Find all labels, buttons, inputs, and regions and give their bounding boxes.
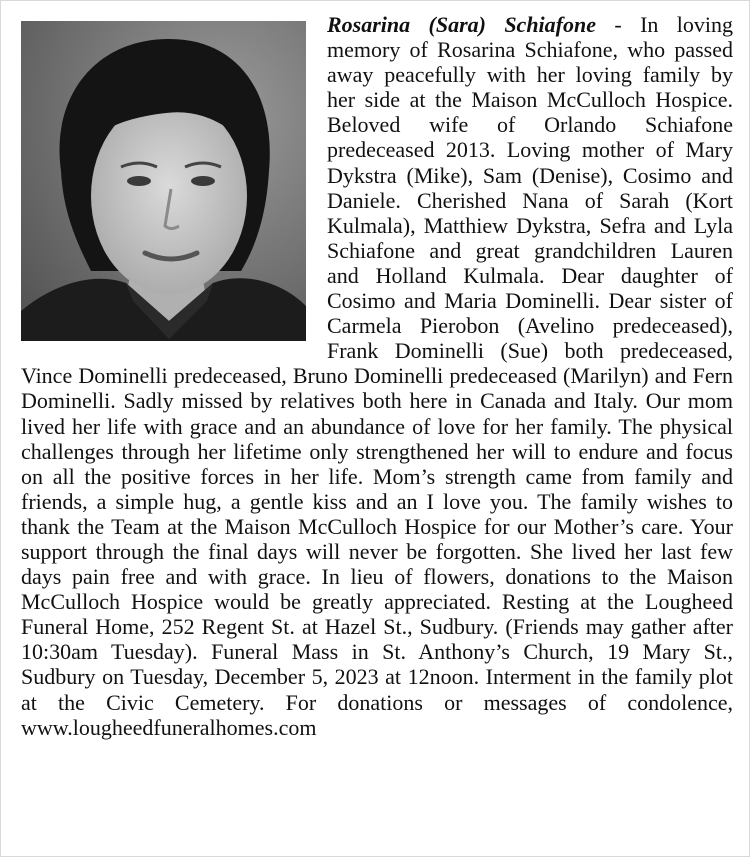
obituary-text <box>21 12 733 740</box>
photo-wrap-spacer <box>21 12 327 352</box>
name-separator: - <box>596 12 641 37</box>
obituary-body: In loving memory of Rosarina Schiafone, who passed away peacefully with her loving family by her side at the Maison McCulloch Hospice. Beloved wife of Orlando Schiafone predeceased 2013. Loving mother of Mary Dykstra (Mike), Sam (Denise), Cosimo and Daniele. Cherished Nana of Sarah (Kort Kulmala), Matthiew Dykstra, Sefra and Lyla Schiafone and great grandchildren Lauren and Holland Kulmala. Dear daughter of Cosimo and Maria Dominelli. Dear sister of Carmela Pierobon (Avelino predeceased), Frank Dominelli (Sue) both predeceased, Vince Dominelli predeceased, Bruno Dominelli predeceased (Marilyn) and Fern Dominelli. Sadly missed by relatives both here in Canada and Italy. Our mom lived her life with grace and an abundance of love for her family. The physical challenges through her lifetime only strengthened her will to endure and focus on all the positive forces in her life. Mom’s strength came from family and friends, a simple hug, a gentle kiss and an I love you. The family wishes to thank the Team at the Maison McCulloch Hospice for our Mother’s care. Your support through the final days will never be forgotten. She lived her last few days pain free and with grace. In lieu of flowers, donations to the Maison McCulloch Hospice would be greatly appreciated. Resting at the Lougheed Funeral Home, 252 Regent St. at Hazel St., Sudbury. (Friends may gather after 10:30am Tuesday). Funeral Mass in St. Anthony’s Church, 19 Mary St., Sudbury on Tuesday, December 5, 2023 at 12noon. Interment in the family plot at the Civic Cemetery. For donations or messages of condolence, www.lougheedfuneralhomes.com <box>21 12 733 740</box>
deceased-name: Rosarina (Sara) Schiafone <box>327 12 596 37</box>
